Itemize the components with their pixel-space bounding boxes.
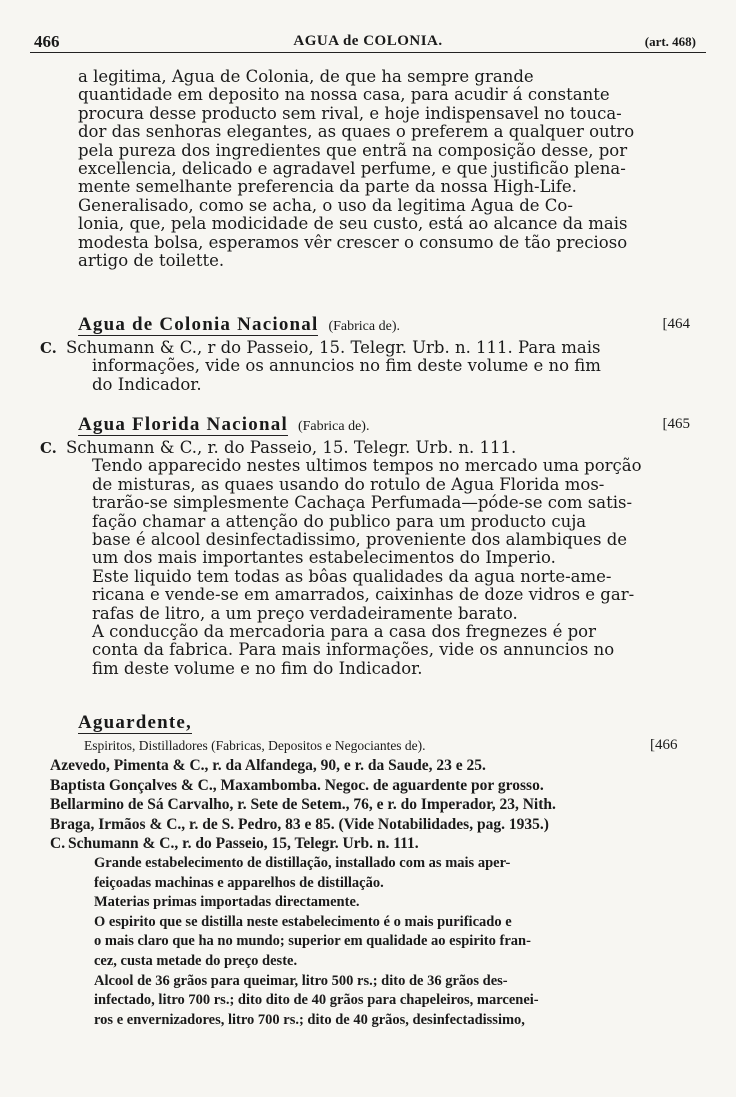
intro-line: dor das senhoras elegantes, as quaes o preferem a qualquer outro xyxy=(78,122,635,142)
list-item: Baptista Gonçalves & C., Maxambomba. Negoc. de aguardente por grosso. xyxy=(50,776,544,794)
intro-line: excellencia, delicado e agradavel perfume, e que justificão plena- xyxy=(78,159,626,179)
desc-line: Materias primas importadas directamente. xyxy=(94,894,360,911)
desc-line: feiçoadas machinas e apparelhos de distillação. xyxy=(94,874,384,891)
desc-line: infectado, litro 700 rs.; dito dito de 40 grãos para chapeleiros, marcenei- xyxy=(94,992,539,1009)
heading-number: [466 xyxy=(650,737,678,753)
entry-line: Schumann & C., r. do Passeio, 15, Telegr. Urb. n. 111. xyxy=(68,835,419,853)
desc-line: ros e envernizadores, litro 700 rs.; dito de 40 grãos, desinfectadissimo, xyxy=(94,1011,525,1028)
heading-number: [464 xyxy=(662,316,690,332)
entry-schumann-florida xyxy=(40,439,680,678)
entry-line: informações, vide os annuncios no fim deste volume e no fim xyxy=(92,356,601,376)
heading-subtitle: Espiritos, Distilladores (Fabricas, Depositos e Negociantes de). xyxy=(84,738,426,753)
intro-line: mente semelhante preferencia da parte da nossa High-Life. xyxy=(78,177,577,197)
intro-line: procura desse producto sem rival, e hoje indispensavel no touca- xyxy=(78,103,622,123)
desc-line: o mais claro que ha no mundo; superior em qualidade ao espirito fran- xyxy=(94,933,531,950)
heading-subtitle: (Fabrica de). xyxy=(328,319,400,334)
entry-line: do Indicador. xyxy=(92,374,202,394)
entry-line: conta da fabrica. Para mais informações, vide os annuncios no xyxy=(92,640,615,660)
entry-line: trarão-se simplesmente Cachaça Perfumada—póde-se com satis- xyxy=(92,493,633,513)
page-title: AGUA de COLONIA. xyxy=(293,33,443,49)
desc-line: Grande estabelecimento de distillação, installado com as mais aper- xyxy=(94,854,511,871)
page-number: 466 xyxy=(34,32,60,51)
heading-agua-de-colonia xyxy=(78,314,690,338)
entry-schumann-colonia xyxy=(40,339,680,394)
entry-line: Este liquido tem todas as bôas qualidades da agua norte-ame- xyxy=(92,566,612,586)
heading-title: Agua de Colonia Nacional xyxy=(78,314,319,335)
heading-aguardente xyxy=(78,712,690,736)
aguardente-subheading xyxy=(84,737,678,754)
entry-line: Tendo apparecido nestes ultimos tempos no mercado uma porção xyxy=(92,456,642,476)
intro-paragraph xyxy=(78,68,678,270)
list-item xyxy=(50,834,690,854)
list-item: Braga, Irmãos & C., r. de S. Pedro, 83 e 85. (Vide Notabilidades, pag. 1935.) xyxy=(50,815,549,833)
intro-line: a legitima, Agua de Colonia, de que ha sempre grande xyxy=(78,67,534,86)
article-reference: (art. 468) xyxy=(644,34,696,49)
heading-number: [465 xyxy=(662,416,690,432)
desc-line: O espirito que se distilla neste estabelecimento é o mais purificado e xyxy=(94,913,512,930)
aguardente-listing xyxy=(50,756,690,1030)
entry-mark: C. xyxy=(40,439,57,457)
entry-line: A conducção da mercadoria para a casa dos fregnezes é por xyxy=(92,622,596,642)
entry-line: fação chamar a attenção do publico para um producto cuja xyxy=(92,511,587,531)
list-item: Bellarmino de Sá Carvalho, r. Sete de Setem., 76, e r. do Imperador, 23, Nith. xyxy=(50,796,556,814)
list-item: Azevedo, Pimenta & C., r. da Alfandega, 90, e r. da Saude, 23 e 25. xyxy=(50,757,486,774)
heading-title: Agua Florida Nacional xyxy=(78,414,288,435)
desc-line: Alcool de 36 grãos para queimar, litro 500 rs.; dito de 36 grãos des- xyxy=(94,972,508,989)
intro-line: modesta bolsa, esperamos vêr crescer o consumo de tão precioso xyxy=(78,232,628,252)
intro-line: Generalisado, como se acha, o uso da legitima Agua de Co- xyxy=(78,195,573,215)
intro-line: artigo de toilette. xyxy=(78,251,225,271)
entry-line: de misturas, as quaes usando do rotulo de Agua Florida mos- xyxy=(92,474,605,494)
entry-mark: C. xyxy=(50,835,66,853)
entry-mark: C. xyxy=(40,339,57,357)
entry-line: fim deste volume e no fim do Indicador. xyxy=(92,658,423,678)
entry-line: um dos mais importantes estabelecimentos do Imperio. xyxy=(92,548,556,568)
heading-agua-florida xyxy=(78,414,690,438)
intro-line: lonia, que, pela modicidade de seu custo, está ao alcance da mais xyxy=(78,214,628,234)
entry-line: Schumann & C., r. do Passeio, 15. Telegr. Urb. n. 111. xyxy=(66,438,517,457)
intro-line: pela pureza dos ingredientes que entrã na composição desse, por xyxy=(78,140,628,160)
heading-title: Aguardente, xyxy=(78,712,192,733)
running-header xyxy=(30,30,706,53)
desc-line: cez, custa metade do preço deste. xyxy=(94,952,298,969)
entry-line: base é alcool desinfectadissimo, proveniente dos alambiques de xyxy=(92,530,628,550)
entry-line: ricana e vende-se em amarrados, caixinhas de doze vidros e gar- xyxy=(92,585,635,605)
entry-line: Schumann & C., r do Passeio, 15. Telegr. Urb. n. 111. Para mais xyxy=(66,338,601,357)
entry-line: rafas de litro, a um preço verdadeiramente barato. xyxy=(92,603,518,623)
intro-line: quantidade em deposito na nossa casa, para acudir á constante xyxy=(78,85,610,105)
heading-subtitle: (Fabrica de). xyxy=(297,419,370,434)
